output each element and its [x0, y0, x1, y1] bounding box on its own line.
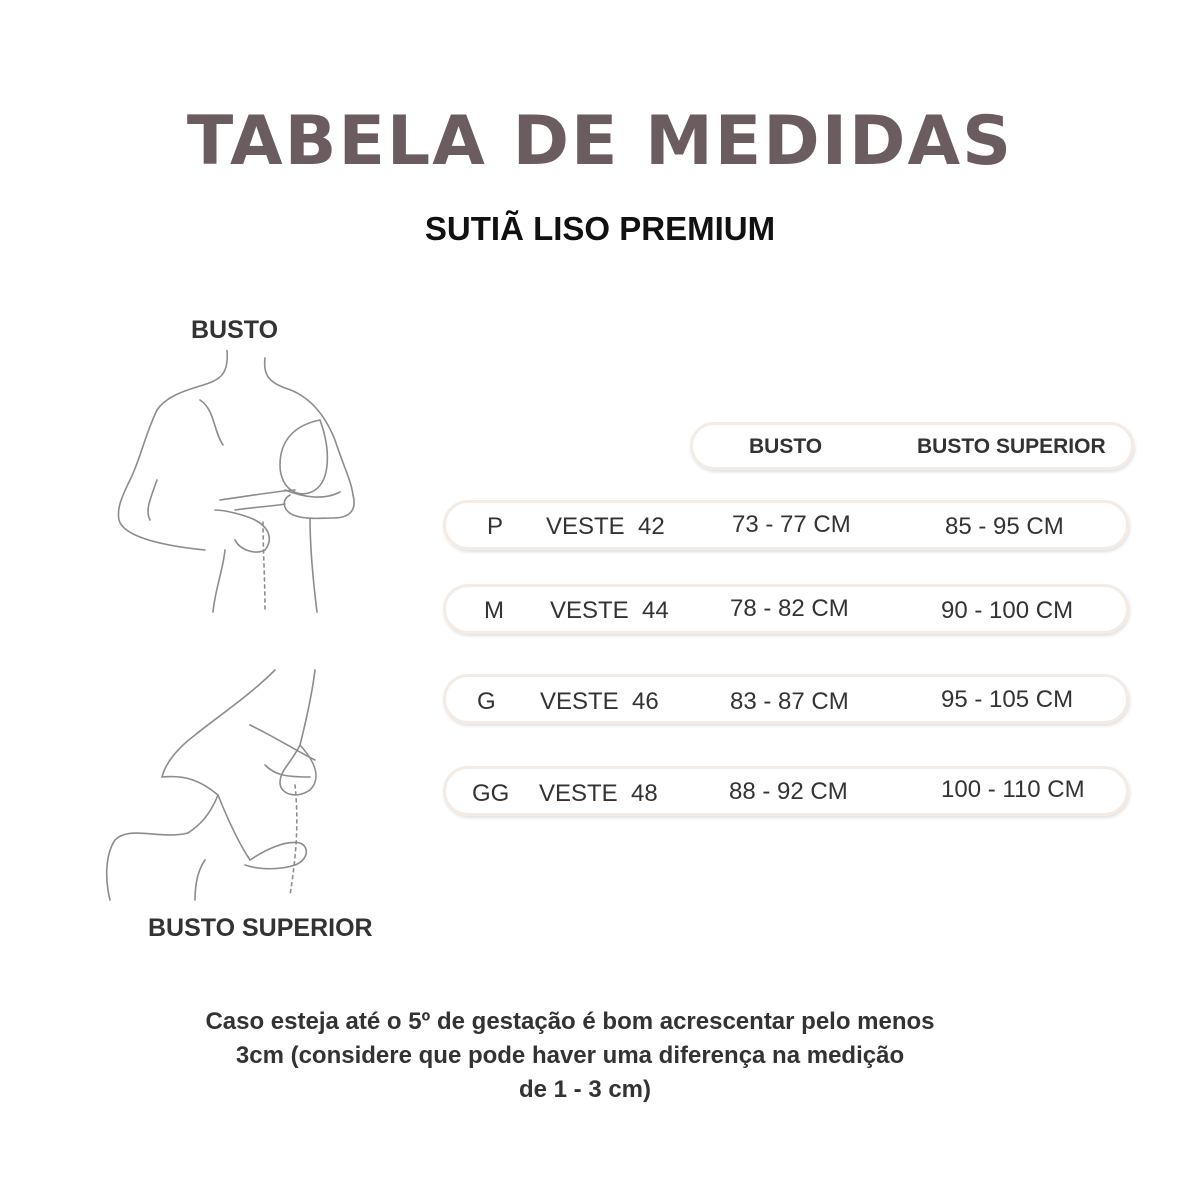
veste-label: VESTE 46 [540, 688, 659, 715]
veste-label: VESTE 44 [550, 597, 669, 624]
busto-figure-label: BUSTO [191, 316, 279, 344]
note-line-3: de 1 - 3 cm) [518, 1076, 652, 1103]
column-header-busto: BUSTO [749, 435, 823, 458]
size-label: G [477, 688, 496, 715]
size-label: P [487, 513, 504, 540]
page-title: TABELA DE MEDIDAS [186, 102, 1014, 181]
busto-value: 88 - 92 CM [729, 778, 848, 805]
note-line-2: 3cm (considere que pode haver uma diferença na medição [235, 1042, 905, 1069]
veste-label: VESTE 48 [539, 780, 658, 807]
busto-superior-measurement-illustration [100, 665, 330, 905]
pregnancy-note [140, 1005, 1000, 1107]
busto-value: 73 - 77 CM [732, 511, 851, 538]
busto-superior-value: 90 - 100 CM [941, 597, 1074, 624]
busto-superior-value: 95 - 105 CM [941, 686, 1074, 713]
busto-value: 83 - 87 CM [730, 688, 849, 715]
busto-superior-value: 100 - 110 CM [941, 776, 1085, 803]
busto-superior-value: 85 - 95 CM [945, 513, 1064, 540]
busto-superior-figure-label: BUSTO SUPERIOR [148, 914, 373, 942]
size-label: M [484, 597, 504, 624]
product-subtitle: SUTIÃ LISO PREMIUM [424, 210, 776, 247]
veste-label: VESTE 42 [546, 513, 665, 540]
size-label: GG [472, 780, 510, 807]
column-header-busto-superior: BUSTO SUPERIOR [917, 435, 1106, 458]
busto-value: 78 - 82 CM [730, 595, 849, 622]
busto-measurement-illustration [95, 350, 385, 620]
note-line-1: Caso esteja até o 5º de gestação é bom acrescentar pelo menos [205, 1008, 935, 1035]
